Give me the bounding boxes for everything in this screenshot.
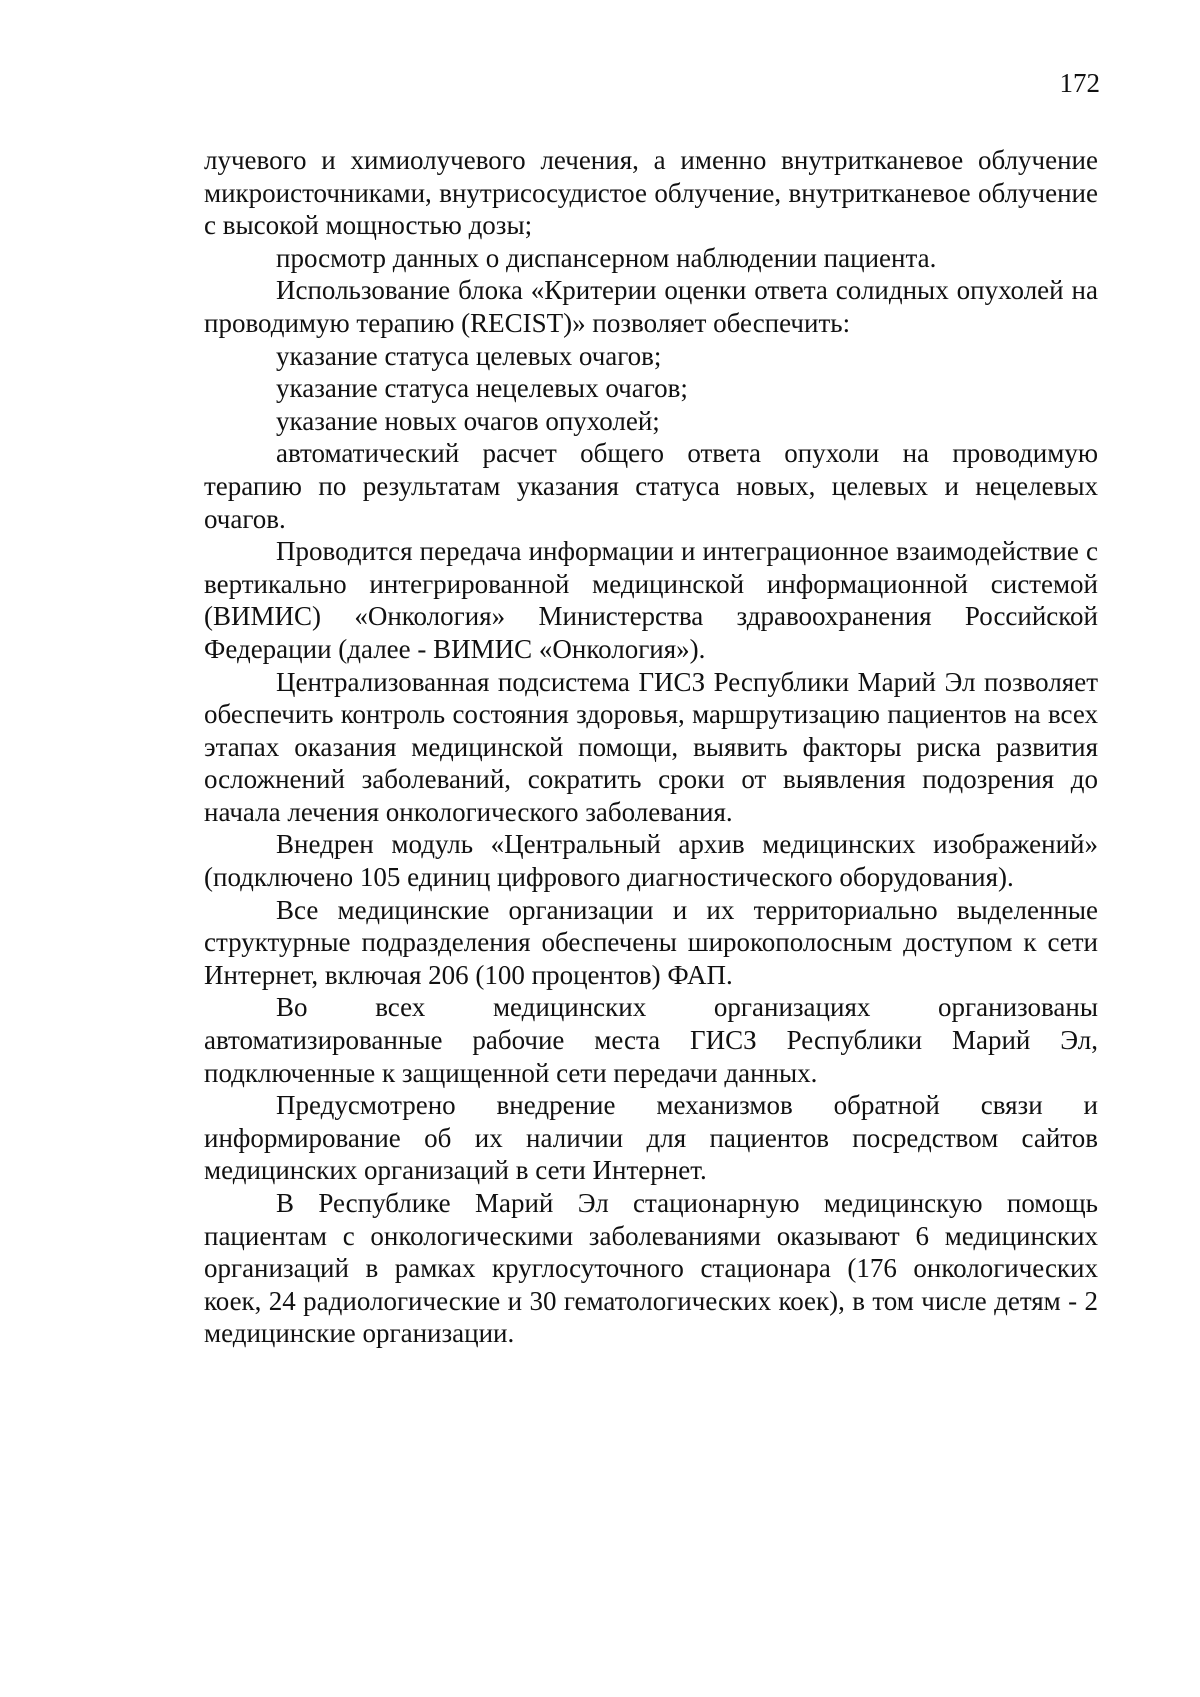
paragraph-dispensary-data: просмотр данных о диспансерном наблюдении пациента.: [276, 242, 937, 273]
page-number: 172: [1059, 68, 1100, 98]
paragraph-image-archive: Внедрен модуль «Центральный архив медицинских изображений» (подключено 105 единиц цифрового диагностического оборудования).: [204, 829, 1098, 893]
paragraph-centralized-subsystem: Централизованная подсистема ГИСЗ Республики Марий Эл позволяет обеспечить контроль состояния здоровья, маршрутизацию пациентов на всех этапах оказания медицинской помощи, выявить факторы риска развития осложнений заболеваний, сократить сроки от выявления подозрения до начала лечения онкологического заболевания.: [204, 666, 1098, 827]
list-item-new-lesions: указание новых очагов опухолей;: [276, 405, 660, 436]
paragraph-inpatient-care: В Республике Марий Эл стационарную медицинскую помощь пациентам с онкологическими заболеваниями оказывают 6 медицинских организаций в рамках круглосуточного стационара (176 онкологических коек, 24 радиологические и 30 гематологических коек), в том числе детям - 2 медицинские организации.: [204, 1188, 1098, 1349]
list-item-auto-response: автоматический расчет общего ответа опухоли на проводимую терапию по результатам указания статуса новых, целевых и нецелевых очагов.: [204, 438, 1098, 534]
paragraph-internet-access: Все медицинские организации и их территориально выделенные структурные подразделения обеспечены широкополосным доступом к сети Интернет, включая 206 (100 процентов) ФАП.: [204, 894, 1098, 990]
document-body: [204, 144, 1098, 1350]
list-item-target-lesions: указание статуса целевых очагов;: [276, 340, 662, 371]
paragraph-recist-block: Использование блока «Критерии оценки ответа солидных опухолей на проводимую терапию (RECIST)» позволяет обеспечить:: [204, 275, 1098, 338]
paragraph-workstations: Во всех медицинских организациях организованы автоматизированные рабочие места ГИСЗ Республики Марий Эл, подключенные к защищенной сети передачи данных.: [204, 992, 1098, 1088]
paragraph-feedback: Предусмотрено внедрение механизмов обратной связи и информирование об их наличии для пациентов посредством сайтов медицинских организаций в сети Интернет.: [204, 1090, 1098, 1186]
paragraph-radiation-treatment: лучевого и химиолучевого лечения, а именно внутритканевое облучение микроисточниками, внутрисосудистое облучение, внутритканевое облучение с высокой мощностью дозы;: [204, 145, 1098, 241]
paragraph-vimis-integration: Проводится передача информации и интеграционное взаимодействие с вертикально интегрированной медицинской информационной системой (ВИМИС) «Онкология» Министерства здравоохранения Российской Федерации (далее - ВИМИС «Онкология»).: [204, 536, 1098, 664]
list-item-nontarget-lesions: указание статуса нецелевых очагов;: [276, 373, 688, 404]
